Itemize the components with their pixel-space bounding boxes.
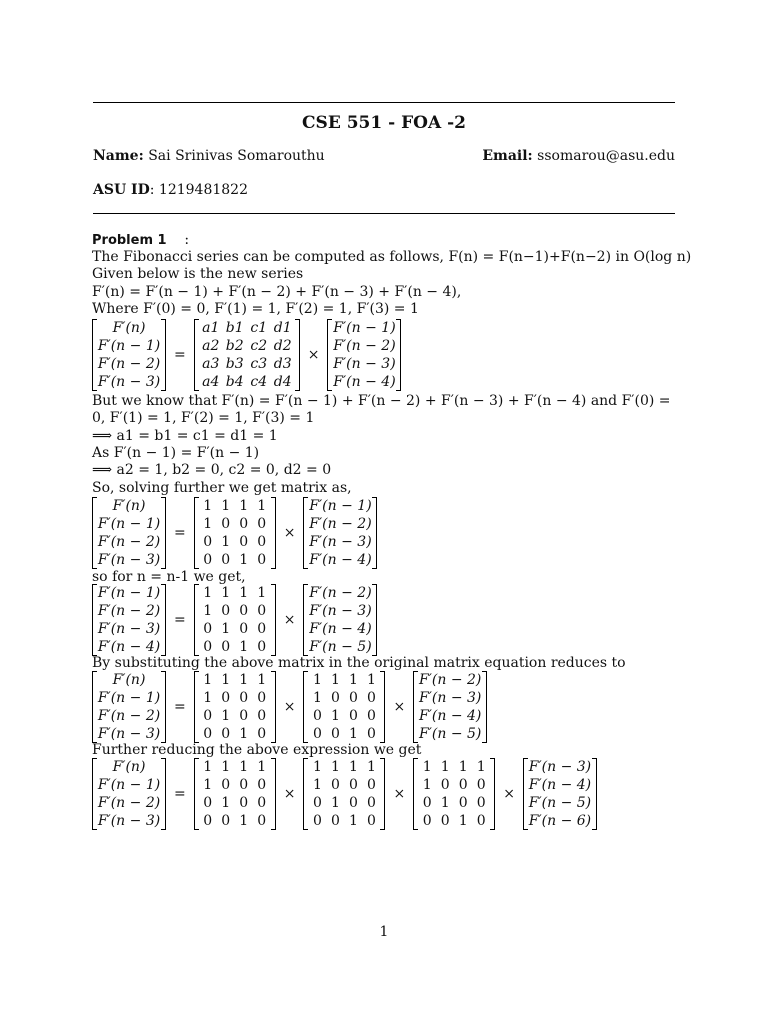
matrix-cell: c4 (250, 374, 268, 390)
equals-sign: = (174, 612, 186, 628)
matrix-cell: 0 (257, 813, 267, 829)
matrix-cell: F′(n − 2) (97, 603, 161, 619)
text-line: But we know that F′(n) = F′(n − 1) + F′(n − 2) + F′(n − 3) + F′(n − 4) and F′(0) = (92, 393, 671, 409)
matrix-cell: 0 (313, 813, 322, 829)
matrix-cell: d1 (273, 320, 292, 336)
matrix-cell: 0 (313, 795, 322, 811)
equals-sign: = (174, 786, 186, 802)
matrix-cell: 0 (367, 708, 376, 724)
matrix-cell: b4 (225, 374, 244, 390)
matrix-cell: 1 (313, 777, 322, 793)
matrix-cell: 0 (349, 708, 358, 724)
matrix-cell: 0 (239, 516, 249, 532)
matrix-cell: b3 (225, 356, 244, 372)
matrix-cell: 0 (221, 690, 231, 706)
equation-substituted (92, 671, 487, 743)
matrix-cell: 0 (331, 777, 340, 793)
matrix-cell: 1 (203, 603, 213, 619)
matrix-cell: 0 (422, 813, 432, 829)
equation-shifted (92, 584, 377, 656)
top-rule (93, 102, 675, 103)
matrix-cell: F′(n − 5) (309, 639, 372, 655)
matrix-cell: 1 (331, 708, 340, 724)
matrix-cell: 1 (349, 726, 358, 742)
matrix-cell: 1 (440, 759, 450, 775)
matrix-cell: 1 (239, 639, 249, 655)
matrix-cell: F′(n) (112, 320, 146, 336)
matrix-cell: a2 (202, 338, 220, 354)
text-line: By substituting the above matrix in the original matrix equation reduces to (92, 655, 626, 671)
matrix-cell: F′(n − 1) (97, 777, 161, 793)
equation-general (92, 319, 401, 391)
matrix-cell: 0 (331, 813, 340, 829)
matrix-cell: 0 (367, 690, 376, 706)
matrix-cell: F′(n − 2) (419, 672, 482, 688)
problem-colon: : (184, 232, 190, 248)
matrix-cell: 1 (440, 795, 450, 811)
matrix-cell: 1 (331, 672, 340, 688)
matrix-cell: 1 (221, 534, 231, 550)
matrix-cell: 1 (257, 585, 267, 601)
matrix-cell: 0 (203, 813, 213, 829)
matrix-cell: 1 (331, 795, 340, 811)
matrix-cell: 0 (476, 777, 486, 793)
matrix-cell: F′(n) (112, 498, 146, 514)
matrix-cell: 0 (203, 552, 213, 568)
matrix-cell: 0 (349, 795, 358, 811)
matrix-cell: 1 (221, 795, 231, 811)
matrix-cell: b2 (225, 338, 244, 354)
matrix-cell: F′(n − 2) (333, 338, 396, 354)
matrix-cell: 0 (422, 795, 432, 811)
matrix-cell: 0 (367, 726, 376, 742)
matrix-cell: F′(n − 2) (97, 795, 161, 811)
matrix-cell: F′(n − 4) (309, 621, 372, 637)
matrix-transition (194, 584, 276, 656)
matrix-cell: 1 (239, 759, 249, 775)
text-line: 0, F′(1) = 1, F′(2) = 1, F′(3) = 1 (92, 410, 315, 426)
equals-sign: = (174, 347, 186, 363)
matrix-transition (194, 497, 276, 569)
matrix-cell: 1 (239, 552, 249, 568)
times-sign: × (283, 525, 296, 541)
matrix-cell: 0 (458, 795, 468, 811)
text-line: ⟹ a2 = 1, b2 = 0, c2 = 0, d2 = 0 (92, 462, 332, 478)
matrix-transition (303, 671, 385, 743)
times-sign: × (503, 786, 515, 802)
matrix-cell: 1 (221, 621, 231, 637)
matrix-cell: F′(n − 4) (309, 552, 372, 568)
matrix-cell: d4 (273, 374, 292, 390)
matrix-cell: 1 (458, 759, 468, 775)
matrix-cell: c2 (250, 338, 268, 354)
matrix-cell: 1 (313, 690, 322, 706)
matrix-cell: F′(n − 3) (419, 690, 482, 706)
matrix-cell: 1 (221, 585, 231, 601)
matrix-cell: 1 (367, 672, 376, 688)
matrix-cell: 0 (221, 516, 231, 532)
matrix-cell: 0 (221, 603, 231, 619)
matrix-cell: F′(n − 3) (333, 356, 396, 372)
equals-sign: = (174, 699, 186, 715)
matrix-cell: F′(n − 3) (97, 813, 161, 829)
matrix-cell: 0 (458, 777, 468, 793)
equation-reduced (92, 758, 597, 830)
matrix-cell: F′(n − 1) (97, 690, 161, 706)
matrix-cell: 0 (257, 603, 267, 619)
text-line: so for n = n-1 we get, (92, 569, 246, 585)
matrix-cell: 1 (331, 759, 340, 775)
times-sign: × (393, 786, 406, 802)
matrix-cell: F′(n − 1) (97, 338, 161, 354)
asuid-field (93, 182, 248, 198)
equals-sign: = (174, 525, 186, 541)
matrix-cell: F′(n − 3) (309, 603, 372, 619)
matrix-cell: 0 (257, 552, 267, 568)
matrix-cell: 0 (367, 795, 376, 811)
matrix-cell: 1 (367, 759, 376, 775)
matrix-cell: F′(n) (112, 672, 146, 688)
text-line: Further reducing the above expression we get (92, 742, 422, 758)
matrix-cell: F′(n − 3) (97, 621, 161, 637)
matrix-cell: F′(n) (112, 759, 146, 775)
matrix-cell: 1 (203, 585, 213, 601)
matrix-cell: 1 (239, 813, 249, 829)
matrix-cell: 0 (257, 777, 267, 793)
matrix-cell: 0 (440, 777, 450, 793)
name-value: Sai Srinivas Somarouthu (148, 148, 325, 164)
asuid-value: : 1219481822 (149, 182, 248, 198)
email-label: Email: (482, 148, 533, 164)
matrix-cell: 1 (221, 672, 231, 688)
matrix-cell: 1 (239, 498, 249, 514)
matrix-cell: F′(n − 6) (528, 813, 592, 829)
matrix-cell: 0 (476, 813, 486, 829)
matrix-transition (194, 758, 276, 830)
text-line: Where F′(0) = 0, F′(1) = 1, F′(2) = 1, F′(3) = 1 (92, 301, 419, 317)
text-line: As F′(n − 1) = F′(n − 1) (92, 445, 260, 461)
matrix-rhs (327, 319, 401, 391)
matrix-cell: 0 (221, 777, 231, 793)
matrix-cell: 0 (239, 777, 249, 793)
matrix-cell: F′(n − 1) (309, 498, 372, 514)
times-sign: × (283, 699, 296, 715)
matrix-rhs (523, 758, 597, 830)
matrix-cell: 1 (239, 726, 249, 742)
name-field (93, 148, 325, 164)
matrix-cell: c3 (250, 356, 268, 372)
matrix-cell: 0 (257, 516, 267, 532)
name-label: Name: (93, 148, 144, 164)
problem-heading (92, 232, 189, 249)
matrix-cell: 0 (221, 552, 231, 568)
asuid-label: ASU ID (93, 182, 150, 198)
matrix-cell: a3 (202, 356, 220, 372)
matrix-cell: 0 (257, 708, 267, 724)
matrix-cell: F′(n − 2) (309, 585, 372, 601)
matrix-cell: 1 (422, 759, 432, 775)
matrix-cell: F′(n − 1) (333, 320, 396, 336)
matrix-lhs (92, 758, 166, 830)
matrix-lhs (92, 671, 166, 743)
matrix-cell: 0 (257, 795, 267, 811)
equation-transition (92, 497, 377, 569)
matrix-cell: 1 (221, 498, 231, 514)
text-line: Given below is the new series (92, 266, 304, 282)
matrix-lhs (92, 497, 166, 569)
matrix-cell: F′(n − 3) (528, 759, 592, 775)
matrix-cell: 1 (313, 672, 322, 688)
matrix-cell: 0 (239, 708, 249, 724)
matrix-cell: 1 (203, 759, 213, 775)
matrix-cell: F′(n − 2) (309, 516, 372, 532)
matrix-cell: 1 (257, 498, 267, 514)
matrix-cell: 0 (476, 795, 486, 811)
email-field (482, 148, 675, 164)
matrix-cell: F′(n − 4) (333, 374, 396, 390)
matrix-cell: 0 (221, 639, 231, 655)
matrix-cell: 0 (440, 813, 450, 829)
matrix-cell: d2 (273, 338, 292, 354)
matrix-cell: 0 (367, 813, 376, 829)
matrix-cell: 0 (349, 777, 358, 793)
matrix-cell: 0 (331, 726, 340, 742)
text-line: So, solving further we get matrix as, (92, 480, 352, 496)
matrix-transition (413, 758, 495, 830)
matrix-cell: 1 (257, 672, 267, 688)
matrix-cell: F′(n − 2) (97, 356, 161, 372)
matrix-cell: 0 (313, 708, 322, 724)
matrix-cell: 1 (349, 759, 358, 775)
matrix-rhs (413, 671, 487, 743)
text-line: ⟹ a1 = b1 = c1 = d1 = 1 (92, 428, 278, 444)
matrix-cell: F′(n − 4) (419, 708, 482, 724)
problem-label: Problem 1 (92, 233, 167, 248)
matrix-cell: a4 (202, 374, 220, 390)
matrix-cell: 0 (257, 690, 267, 706)
matrix-cell: F′(n − 4) (97, 639, 161, 655)
matrix-coefficients (194, 319, 300, 391)
matrix-cell: 0 (239, 534, 249, 550)
matrix-rhs (303, 584, 377, 656)
matrix-cell: F′(n − 1) (97, 516, 161, 532)
matrix-cell: 0 (239, 795, 249, 811)
times-sign: × (283, 612, 296, 628)
times-sign: × (283, 786, 296, 802)
times-sign: × (393, 699, 406, 715)
matrix-cell: 0 (257, 639, 267, 655)
times-sign: × (307, 347, 320, 363)
matrix-cell: 1 (349, 813, 358, 829)
matrix-cell: F′(n − 3) (309, 534, 372, 550)
matrix-cell: 0 (221, 813, 231, 829)
matrix-cell: 0 (367, 777, 376, 793)
matrix-cell: 1 (458, 813, 468, 829)
text-line: F′(n) = F′(n − 1) + F′(n − 2) + F′(n − 3) + F′(n − 4), (92, 284, 462, 300)
matrix-cell: d3 (273, 356, 292, 372)
page-number: 1 (379, 924, 389, 940)
matrix-cell: 1 (239, 585, 249, 601)
matrix-cell: 0 (203, 621, 213, 637)
matrix-cell: 0 (257, 726, 267, 742)
matrix-cell: 0 (257, 534, 267, 550)
matrix-cell: 0 (239, 690, 249, 706)
matrix-cell: 1 (203, 516, 213, 532)
matrix-cell: 1 (257, 759, 267, 775)
matrix-cell: 0 (331, 690, 340, 706)
email-value: ssomarou@asu.edu (537, 148, 675, 164)
matrix-cell: F′(n − 2) (97, 708, 161, 724)
matrix-cell: 1 (422, 777, 432, 793)
matrix-cell: 0 (203, 639, 213, 655)
matrix-cell: 1 (476, 759, 486, 775)
matrix-cell: 1 (203, 498, 213, 514)
page-title: CSE 551 - FOA -2 (302, 113, 466, 133)
matrix-cell: 1 (221, 708, 231, 724)
matrix-cell: a1 (202, 320, 220, 336)
matrix-transition (303, 758, 385, 830)
matrix-cell: 0 (203, 795, 213, 811)
matrix-cell: 0 (313, 726, 322, 742)
matrix-cell: 0 (203, 708, 213, 724)
matrix-cell: F′(n − 2) (97, 534, 161, 550)
matrix-cell: 0 (203, 726, 213, 742)
matrix-cell: F′(n − 5) (419, 726, 482, 742)
matrix-cell: F′(n − 3) (97, 552, 161, 568)
matrix-cell: 1 (203, 777, 213, 793)
matrix-rhs (303, 497, 377, 569)
matrix-cell: F′(n − 3) (97, 726, 161, 742)
matrix-cell: 0 (203, 534, 213, 550)
matrix-cell: b1 (225, 320, 244, 336)
matrix-cell: 1 (203, 672, 213, 688)
matrix-transition (194, 671, 276, 743)
text-line: The Fibonacci series can be computed as follows, F(n) = F(n−1)+F(n−2) in O(log n) (92, 249, 692, 265)
matrix-cell: F′(n − 3) (97, 374, 161, 390)
matrix-cell: 1 (221, 759, 231, 775)
matrix-cell: F′(n − 1) (97, 585, 161, 601)
matrix-cell: c1 (250, 320, 268, 336)
matrix-cell: 0 (239, 621, 249, 637)
matrix-cell: 1 (203, 690, 213, 706)
matrix-cell: 1 (313, 759, 322, 775)
matrix-lhs (92, 319, 166, 391)
header-rule (93, 213, 675, 214)
matrix-lhs (92, 584, 166, 656)
matrix-cell: 0 (349, 690, 358, 706)
matrix-cell: 0 (257, 621, 267, 637)
matrix-cell: F′(n − 4) (528, 777, 592, 793)
matrix-cell: 1 (239, 672, 249, 688)
matrix-cell: 0 (239, 603, 249, 619)
matrix-cell: 0 (221, 726, 231, 742)
matrix-cell: F′(n − 5) (528, 795, 592, 811)
matrix-cell: 1 (349, 672, 358, 688)
